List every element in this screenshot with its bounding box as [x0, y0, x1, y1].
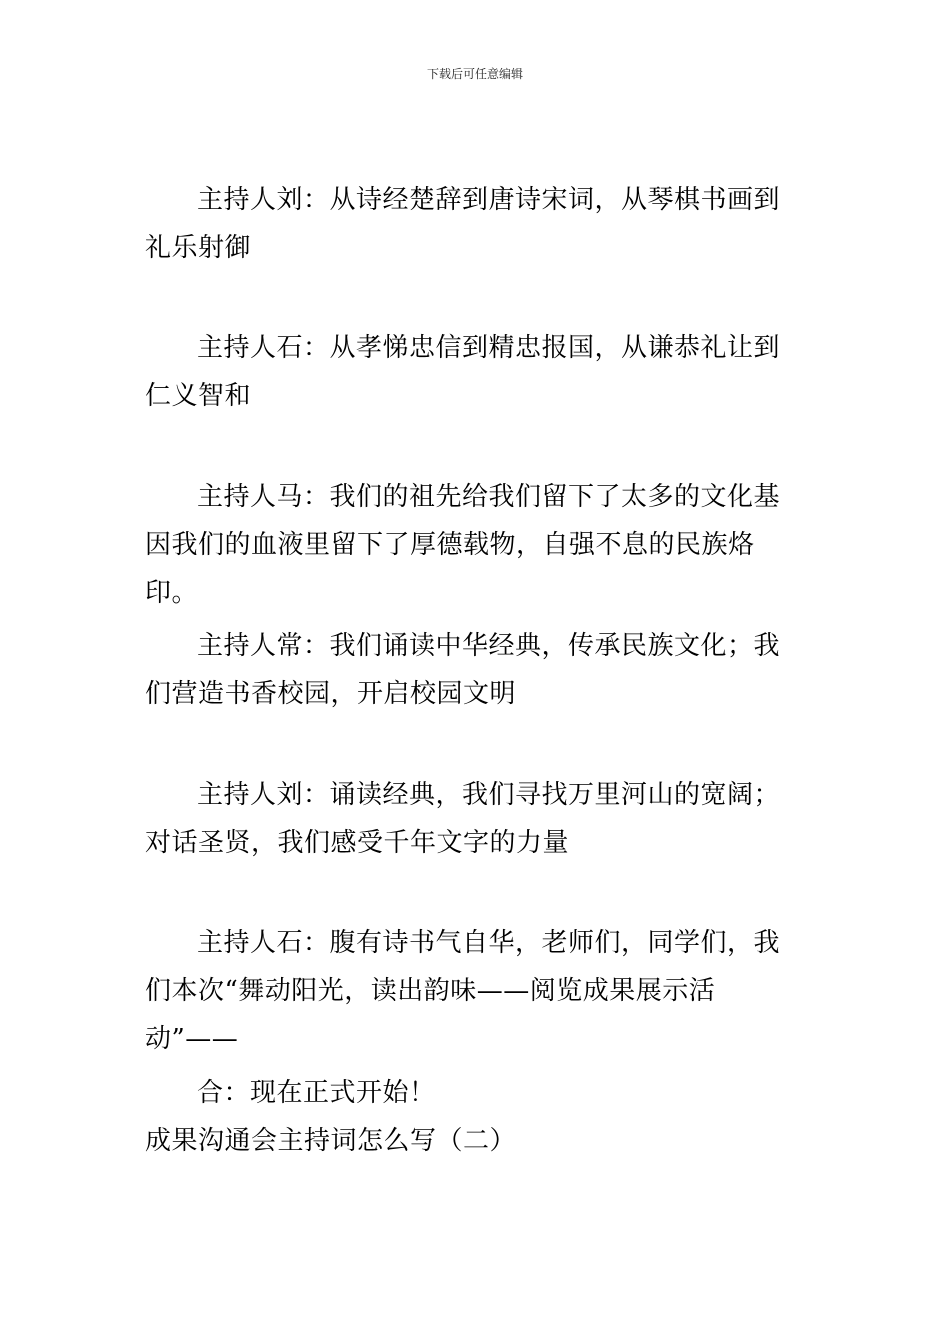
host-line-paragraph: 主持人刘：从诗经楚辞到唐诗宋词，从琴棋书画到礼乐射御 [145, 185, 781, 263]
host-line-paragraph: 主持人石：从孝悌忠信到精忠报国，从谦恭礼让到仁义智和 [145, 333, 781, 411]
host-line-paragraph: 主持人石：腹有诗书气自华，老师们，同学们，我们本次“舞动阳光，读出韵味——阅览成果展示活动”—— [145, 928, 781, 1054]
chorus-line-paragraph: 合：现在正式开始！ [197, 1078, 436, 1108]
host-line-paragraph: 主持人常：我们诵读中华经典，传承民族文化；我们营造书香校园，开启校园文明 [145, 631, 781, 709]
page-header: 下载后可任意编辑 [426, 67, 523, 81]
section-heading: 成果沟通会主持词怎么写（二） [145, 1126, 517, 1156]
host-line-paragraph: 主持人刘：诵读经典，我们寻找万里河山的宽阔；对话圣贤，我们感受千年文字的力量 [145, 780, 781, 858]
host-line-paragraph: 主持人马：我们的祖先给我们留下了太多的文化基因我们的血液里留下了厚德载物，自强不息的民族烙印。 [145, 482, 781, 608]
